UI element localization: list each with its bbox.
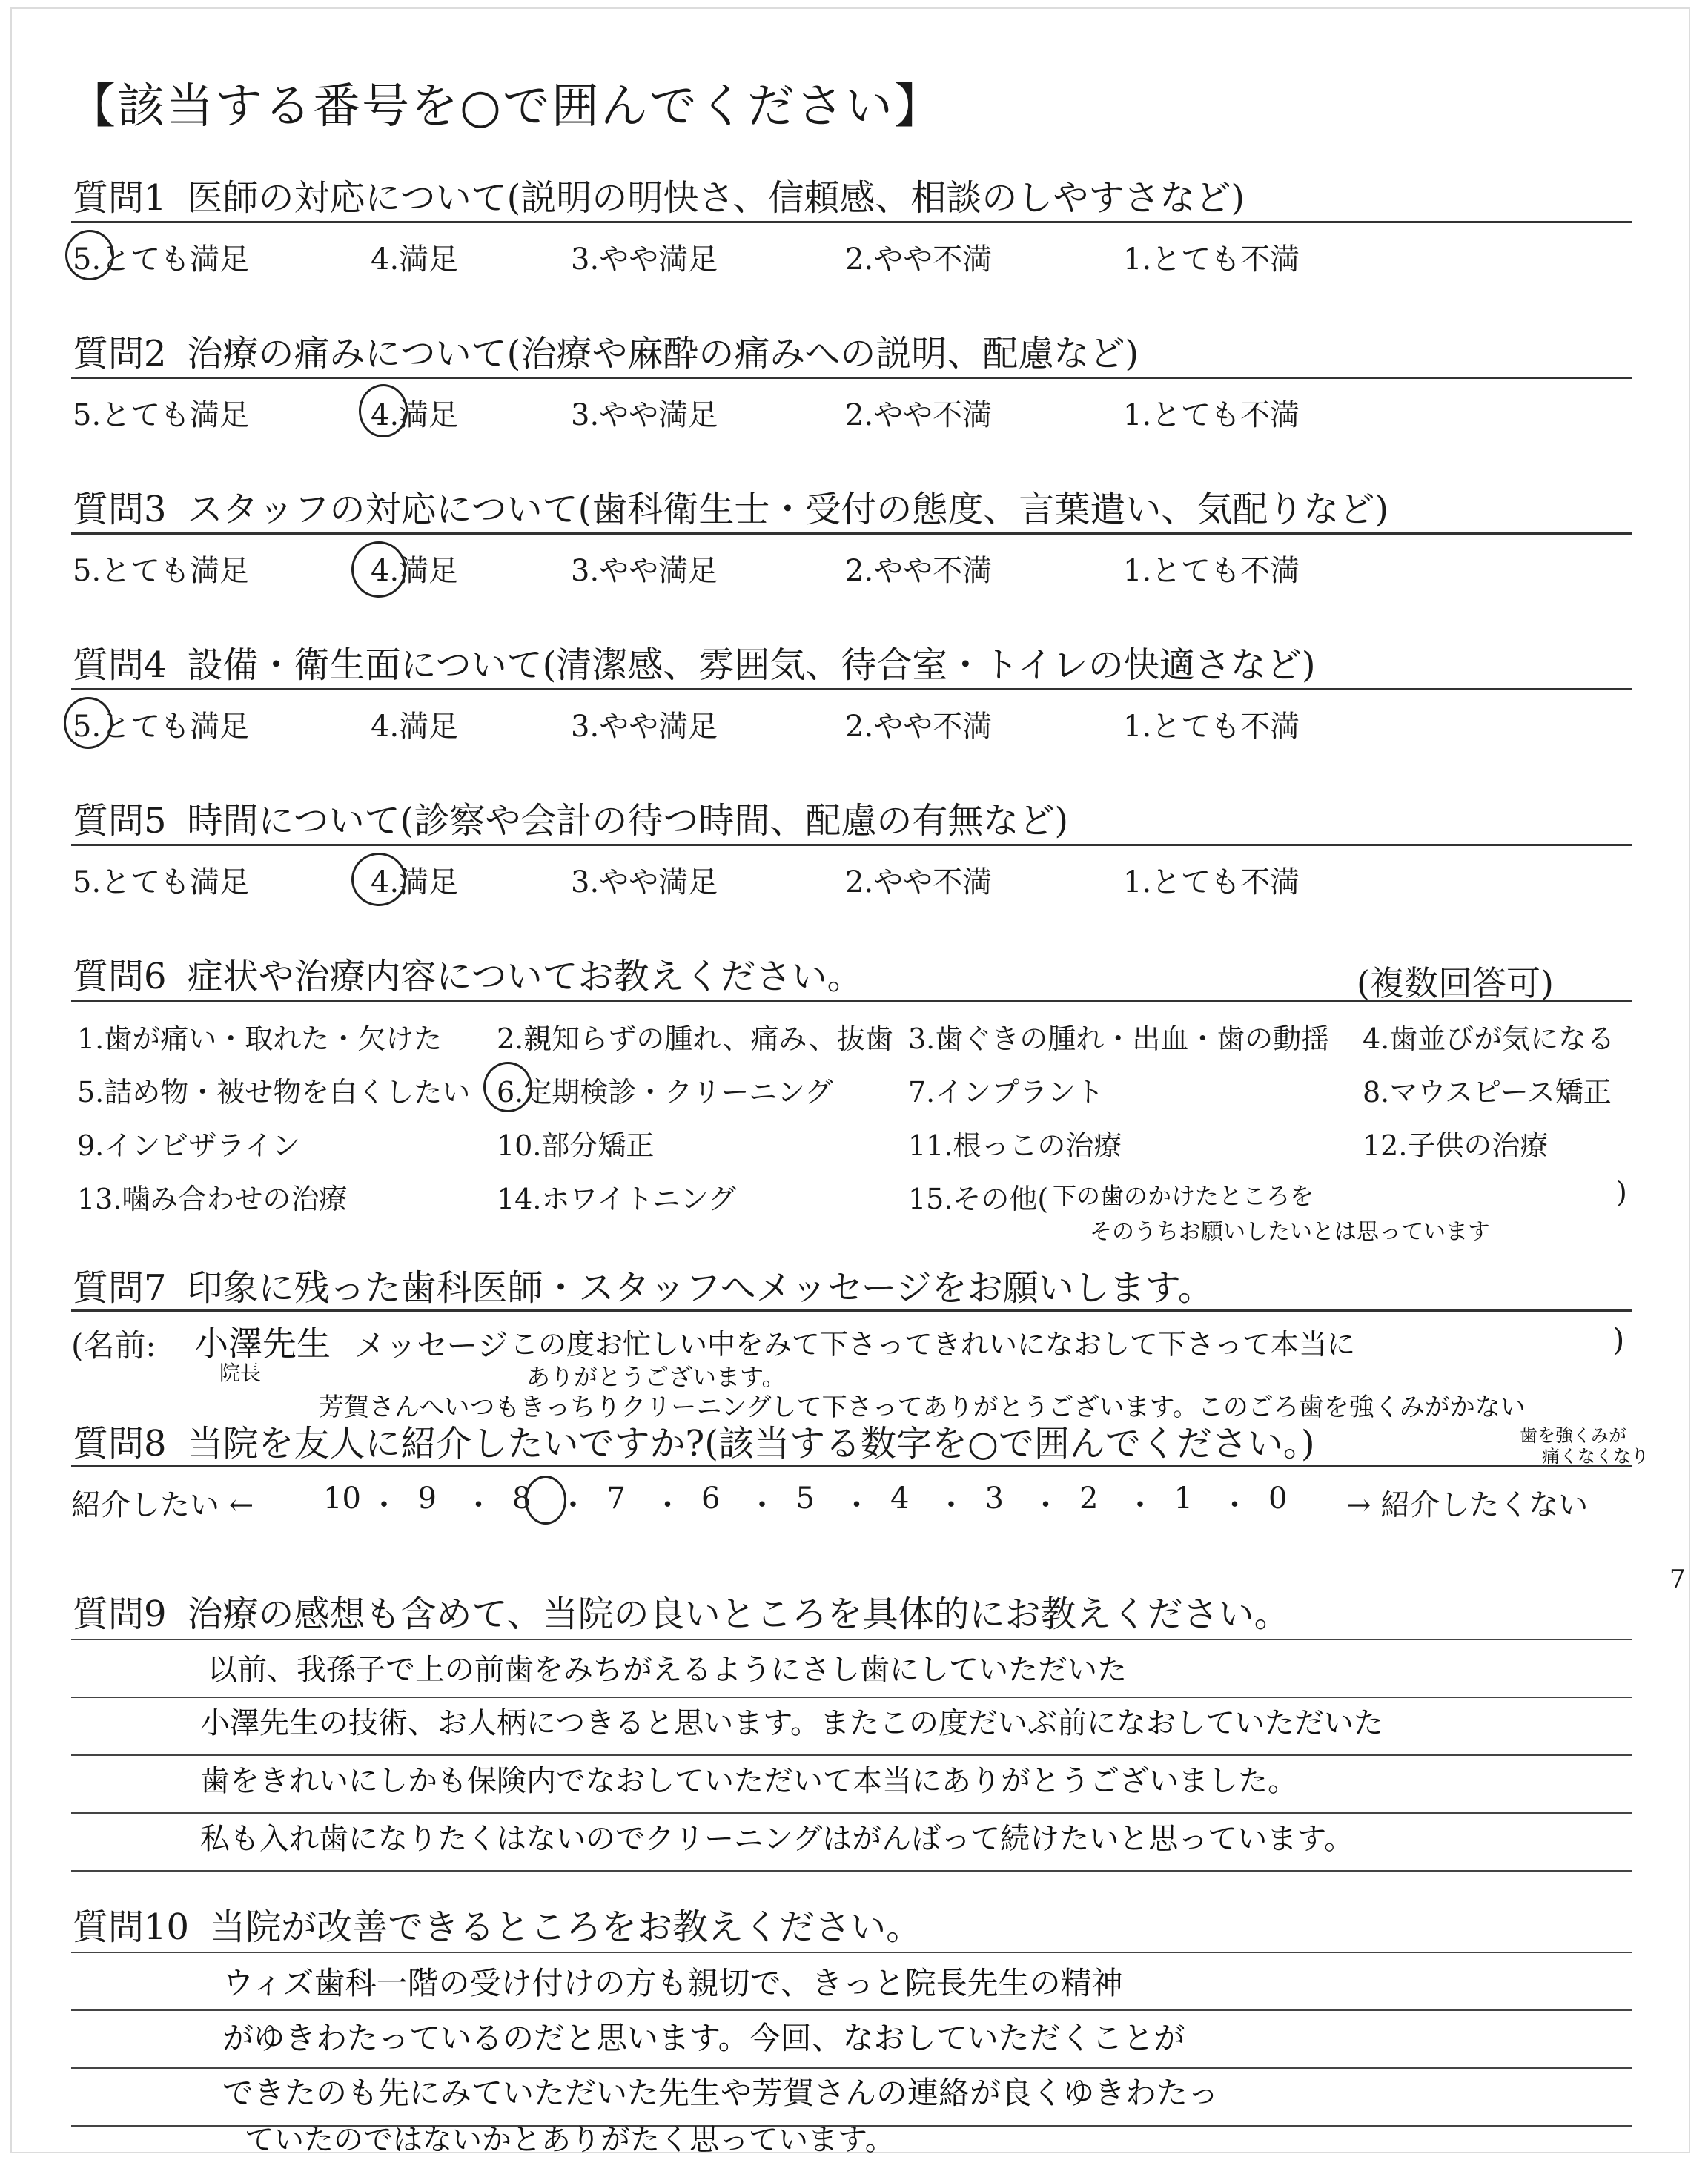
question-number: 質問10: [73, 1906, 190, 1948]
question-text: 医師の対応について(説明の明快さ、信頼感、相談のしやすさなど): [187, 177, 1245, 219]
message-line[interactable]: この度お忙しい中をみて下さってきれいになおして下さって本当に: [510, 1328, 1356, 1361]
q5-option-4[interactable]: 4.満足: [371, 865, 459, 899]
question-text: 治療の痛みについて(治療や麻酔の痛みへの説明、配慮など): [187, 333, 1139, 374]
margin-note: 痛くなくなり: [1542, 1446, 1649, 1467]
q6-option-3[interactable]: 3.歯ぐきの腫れ・出血・歯の動揺: [908, 1023, 1330, 1055]
multiple-answers-note: (複数回答可): [1357, 963, 1554, 1003]
q6-option-10[interactable]: 10.部分矯正: [497, 1129, 655, 1162]
question-text: 印象に残った歯科医師・スタッフへメッセージをお願いします。: [187, 1267, 1214, 1309]
divider: [71, 532, 1632, 535]
scale-value-8[interactable]: 8: [512, 1482, 532, 1516]
name-label: (名前:: [71, 1327, 156, 1364]
question-text: 時間について(診察や会計の待つ時間、配慮の有無など): [187, 800, 1069, 842]
q4-option-4[interactable]: 4.満足: [371, 710, 459, 744]
q6-option-5[interactable]: 5.詰め物・被せ物を白くしたい: [77, 1076, 471, 1109]
q2-option-5[interactable]: 5.とても満足: [73, 398, 250, 432]
answer-line: [71, 1812, 1632, 1814]
q6-option-13[interactable]: 13.噛み合わせの治療: [77, 1183, 348, 1215]
scale-separator: ・: [936, 1488, 966, 1522]
scale-separator: ・: [747, 1488, 777, 1522]
question-number: 質問9: [73, 1593, 167, 1635]
question-text: 症状や治療内容についてお教えください。: [187, 956, 863, 997]
question-7-heading: [73, 1259, 1214, 1310]
scale-value-6[interactable]: 6: [701, 1482, 721, 1516]
q1-option-2[interactable]: 2.やや不満: [845, 242, 993, 277]
scale-separator: ・: [369, 1488, 399, 1522]
q5-option-3[interactable]: 3.やや満足: [571, 865, 718, 899]
q6-option-2[interactable]: 2.親知らずの腫れ、痛み、抜歯: [497, 1023, 893, 1055]
answer-line: [71, 1639, 1632, 1640]
scale-value-0[interactable]: 0: [1268, 1482, 1288, 1516]
scale-value-3[interactable]: 3: [984, 1482, 1004, 1516]
scale-separator: ・: [463, 1488, 494, 1522]
question-5-heading: [73, 792, 1068, 843]
q6-option-7[interactable]: 7.インプラント: [908, 1076, 1105, 1109]
q4-option-1[interactable]: 1.とても不満: [1123, 710, 1300, 744]
message-line[interactable]: ありがとうございます。: [526, 1363, 786, 1391]
q6-option-12[interactable]: 12.子供の治療: [1363, 1129, 1549, 1162]
question-text: 当院を友人に紹介したいですか?(該当する数字を○で囲んでください。): [187, 1423, 1315, 1464]
recommend-right-label: → 紹介したくない: [1346, 1488, 1589, 1522]
question-text: 治療の感想も含めて、当院の良いところを具体的にお教えください。: [187, 1593, 1290, 1635]
staff-name-note: 院長: [219, 1361, 262, 1385]
margin-note: 歯を強くみが: [1520, 1425, 1626, 1446]
scale-separator: ・: [1125, 1488, 1155, 1522]
question-number: 質問2: [73, 333, 167, 374]
divider: [71, 1465, 1632, 1467]
q10-answer-line[interactable]: ウィズ歯科一階の受け付けの方も親切で、きっと院長先生の精神: [222, 1965, 1123, 2001]
q2-option-4[interactable]: 4.満足: [371, 398, 459, 432]
answer-line: [71, 1952, 1632, 1953]
q10-answer-line[interactable]: ていたのではないかとありがたく思っています。: [245, 2123, 895, 2157]
q6-other-answer[interactable]: 下の歯のかけたところを: [1053, 1182, 1314, 1210]
q6-option-8[interactable]: 8.マウスピース矯正: [1363, 1076, 1612, 1109]
q1-option-3[interactable]: 3.やや満足: [571, 242, 718, 277]
divider: [71, 1000, 1632, 1002]
q2-option-3[interactable]: 3.やや満足: [571, 398, 718, 432]
q9-answer-line[interactable]: 私も入れ歯になりたくはないのでクリーニングはがんばって続けたいと思っています。: [200, 1822, 1354, 1856]
message-label: メッセージ: [354, 1327, 509, 1364]
answer-line: [71, 1870, 1632, 1872]
q6-option-6[interactable]: 6.定期検診・クリーニング: [497, 1076, 833, 1109]
divider: [71, 1309, 1632, 1312]
divider: [71, 688, 1632, 690]
question-number: 質問6: [73, 956, 167, 997]
scale-value-1[interactable]: 1: [1174, 1482, 1193, 1516]
q6-option-15[interactable]: 15.その他(: [908, 1183, 1049, 1215]
question-2-heading: [73, 325, 1139, 376]
q5-option-5[interactable]: 5.とても満足: [73, 865, 250, 899]
q1-option-4[interactable]: 4.満足: [371, 242, 459, 277]
divider: [71, 221, 1632, 223]
answer-line: [71, 1697, 1632, 1698]
question-3-heading: [73, 480, 1388, 532]
q6-option-11[interactable]: 11.根っこの治療: [908, 1129, 1122, 1162]
scale-value-2[interactable]: 2: [1079, 1482, 1099, 1516]
question-10-heading: [73, 1898, 921, 1949]
q6-option-1[interactable]: 1.歯が痛い・取れた・欠けた: [77, 1023, 443, 1055]
selection-circle: [65, 230, 114, 280]
question-text: スタッフの対応について(歯科衛生士・受付の態度、言葉遣い、気配りなど): [187, 489, 1389, 530]
divider: [71, 377, 1632, 379]
q9-answer-line[interactable]: 以前、我孫子で上の前歯をみちがえるようにさし歯にしていただいた: [208, 1653, 1127, 1687]
scale-separator: ・: [652, 1488, 683, 1522]
q6-other-close: ): [1616, 1176, 1627, 1209]
question-4-heading: [73, 636, 1316, 687]
selection-circle: [351, 853, 406, 906]
q6-option-4[interactable]: 4.歯並びが気になる: [1363, 1023, 1615, 1055]
selection-circle: [64, 697, 113, 749]
q1-option-1[interactable]: 1.とても不満: [1123, 242, 1300, 277]
scale-separator: ・: [1030, 1488, 1061, 1522]
q2-option-1[interactable]: 1.とても不満: [1123, 398, 1300, 432]
q3-option-3[interactable]: 3.やや満足: [571, 554, 718, 588]
q3-option-4[interactable]: 4.満足: [371, 554, 459, 588]
question-number: 質問3: [73, 489, 167, 530]
question-number: 質問1: [73, 177, 167, 219]
scale-value-5[interactable]: 5: [795, 1482, 815, 1516]
scale-value-7[interactable]: 7: [606, 1482, 626, 1516]
q4-option-2[interactable]: 2.やや不満: [845, 710, 993, 744]
question-number: 質問7: [73, 1267, 167, 1309]
scale-separator: ・: [558, 1488, 588, 1522]
question-text: 設備・衛生面について(清潔感、雰囲気、待合室・トイレの快適さなど): [187, 644, 1316, 686]
question-text: 当院が改善できるところをお教えください。: [210, 1906, 922, 1948]
q5-option-2[interactable]: 2.やや不満: [845, 865, 993, 899]
scale-separator: ・: [1219, 1488, 1250, 1522]
question-number: 質問4: [73, 644, 167, 686]
scale-value-4[interactable]: 4: [890, 1482, 910, 1516]
question-9-heading: [73, 1585, 1290, 1636]
question-8-heading: [73, 1415, 1315, 1466]
q10-answer-line[interactable]: がゆきわたっているのだと思います。今回、なおしていただくことが: [222, 2020, 1185, 2056]
selection-circle: [483, 1062, 532, 1112]
answer-line: [71, 2009, 1632, 2011]
q2-option-2[interactable]: 2.やや不満: [845, 398, 993, 432]
q5-option-1[interactable]: 1.とても不満: [1123, 865, 1300, 899]
staff-name[interactable]: 小澤先生: [194, 1324, 331, 1364]
margin-mark: 7: [1669, 1565, 1686, 1594]
question-number: 質問8: [73, 1423, 167, 1464]
selection-circle: [359, 384, 408, 437]
scale-value-9[interactable]: 9: [417, 1482, 437, 1516]
message-line[interactable]: 芳賀さんへいつもきっちりクリーニングして下さってありがとうございます。このごろ歯を強くみがかない: [319, 1393, 1526, 1422]
q6-option-9[interactable]: 9.インビザライン: [77, 1129, 301, 1162]
message-close: ): [1612, 1321, 1625, 1358]
q9-answer-line[interactable]: 小澤先生の技術、お人柄につきると思います。またこの度だいぶ前になおしていただいた: [200, 1706, 1383, 1740]
q4-option-3[interactable]: 3.やや満足: [571, 710, 718, 744]
question-1-heading: [73, 169, 1245, 220]
scale-value-10[interactable]: 10: [323, 1482, 361, 1516]
selection-circle: [525, 1476, 566, 1525]
recommend-left-label: 紹介したい ←: [71, 1488, 254, 1522]
q1-option-5[interactable]: 5.とても満足: [73, 242, 250, 277]
q4-option-5[interactable]: 5.とても満足: [73, 710, 250, 744]
page-title: 【該当する番号を○で囲んでください】: [68, 79, 943, 134]
question-6-heading: [73, 948, 863, 999]
q6-option-14[interactable]: 14.ホワイトニング: [497, 1183, 737, 1215]
answer-line: [71, 1754, 1632, 1756]
selection-circle: [351, 541, 406, 598]
divider: [71, 844, 1632, 846]
q3-option-1[interactable]: 1.とても不満: [1123, 554, 1300, 588]
question-number: 質問5: [73, 800, 167, 842]
scale-separator: ・: [841, 1488, 872, 1522]
q9-answer-line[interactable]: 歯をきれいにしかも保険内でなおしていただいて本当にありがとうございました。: [200, 1764, 1297, 1798]
q10-answer-line[interactable]: できたのも先にみていただいた先生や芳賀さんの連絡が良くゆきわたっ: [222, 2075, 1219, 2111]
q3-option-2[interactable]: 2.やや不満: [845, 554, 993, 588]
q3-option-5[interactable]: 5.とても満足: [73, 554, 250, 588]
q6-other-answer[interactable]: そのうちお願いしたいとは思っています: [1090, 1219, 1490, 1245]
